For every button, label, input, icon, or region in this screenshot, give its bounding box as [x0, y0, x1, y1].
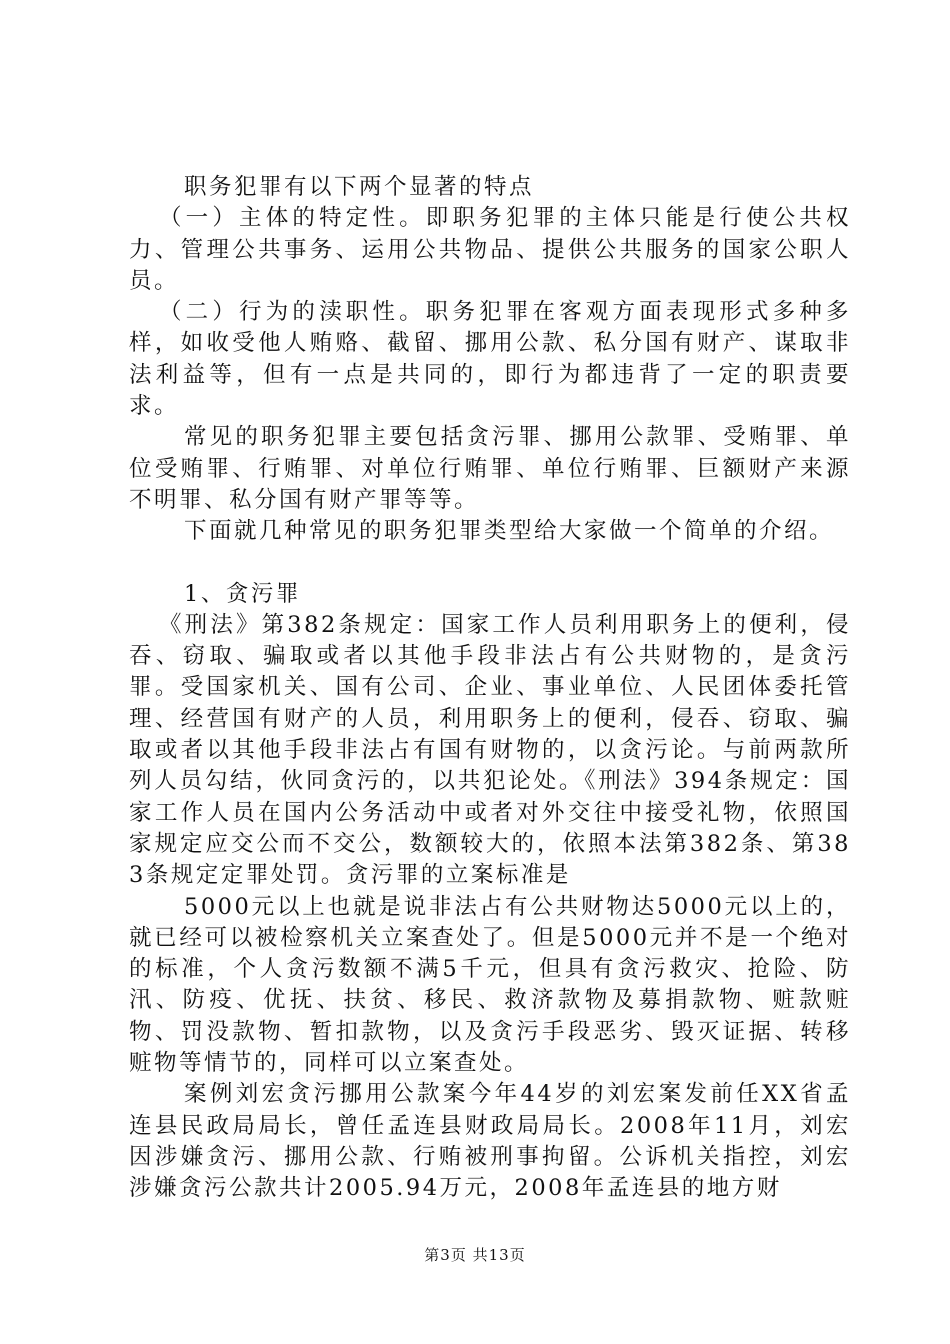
page-footer: 第3页 共13页: [424, 1246, 526, 1264]
common-crimes-paragraph: 常见的职务犯罪主要包括贪污罪、挪用公款罪、受贿罪、单位受贿罪、行贿罪、对单位行贿罪、单位行贿罪、巨额财产来源不明罪、私分国有财产罪等等。: [129, 424, 851, 513]
section-spacer: [129, 548, 851, 579]
case-example-paragraph: 案例刘宏贪污挪用公款案今年44岁的刘宏案发前任XX省孟连县民政局局长，曾任孟连县财政局局长。2008年11月，刘宏因涉嫌贪污、挪用公款、行贿被刑事拘留。公诉机关指控，刘宏涉嫌贪污公款共计2005.94万元，2008年孟连县的地方财: [129, 1081, 851, 1202]
filing-standard-paragraph: 5000元以上也就是说非法占有公共财物达5000元以上的，就已经可以被检察机关立案查处了。但是5000元并不是一个绝对的标准，个人贪污数额不满5千元，但具有贪污救灾、抢险、防汛、防疫、优抚、扶贫、移民、救济款物及募捐款物、赃款赃物、罚没款物、暂扣款物，以及贪污手段恶劣、毁灭证据、转移赃物等情节的，同样可以立案查处。: [129, 893, 851, 1077]
feature-one-paragraph: （一）主体的特定性。即职务犯罪的主体只能是行使公共权力、管理公共事务、运用公共物品、提供公共服务的国家公职人员。: [129, 205, 851, 294]
document-body: [129, 172, 851, 1205]
feature-two-paragraph: （二）行为的渎职性。职务犯罪在客观方面表现形式多种多样，如收受他人贿赂、截留、挪用公款、私分国有财产、谋取非法利益等，但有一点是共同的，即行为都违背了一定的职责要求。: [129, 299, 851, 420]
criminal-law-article-paragraph: 《刑法》第382条规定：国家工作人员利用职务上的便利，侵吞、窃取、骗取或者以其他手段非法占有公共财物的，是贪污罪。受国家机关、国有公司、企业、事业单位、人民团体委托管理、经营国有财产的人员，利用职务上的便利，侵吞、窃取、骗取或者以其他手段非法占有国有财物的，以贪污论。与前两款所列人员勾结，伙同贪污的，以共犯论处。《刑法》394条规定：国家工作人员在国内公务活动中或者对外交往中接受礼物，依照国家规定应交公而不交公，数额较大的，依照本法第382条、第383条规定定罪处罚。贪污罪的立案标准是: [129, 611, 851, 889]
introduction-paragraph: 下面就几种常见的职务犯罪类型给大家做一个简单的介绍。: [184, 518, 835, 545]
intro-heading: 职务犯罪有以下两个显著的特点: [184, 174, 535, 200]
section-heading-embezzlement: 1、贪污罪: [184, 580, 301, 607]
